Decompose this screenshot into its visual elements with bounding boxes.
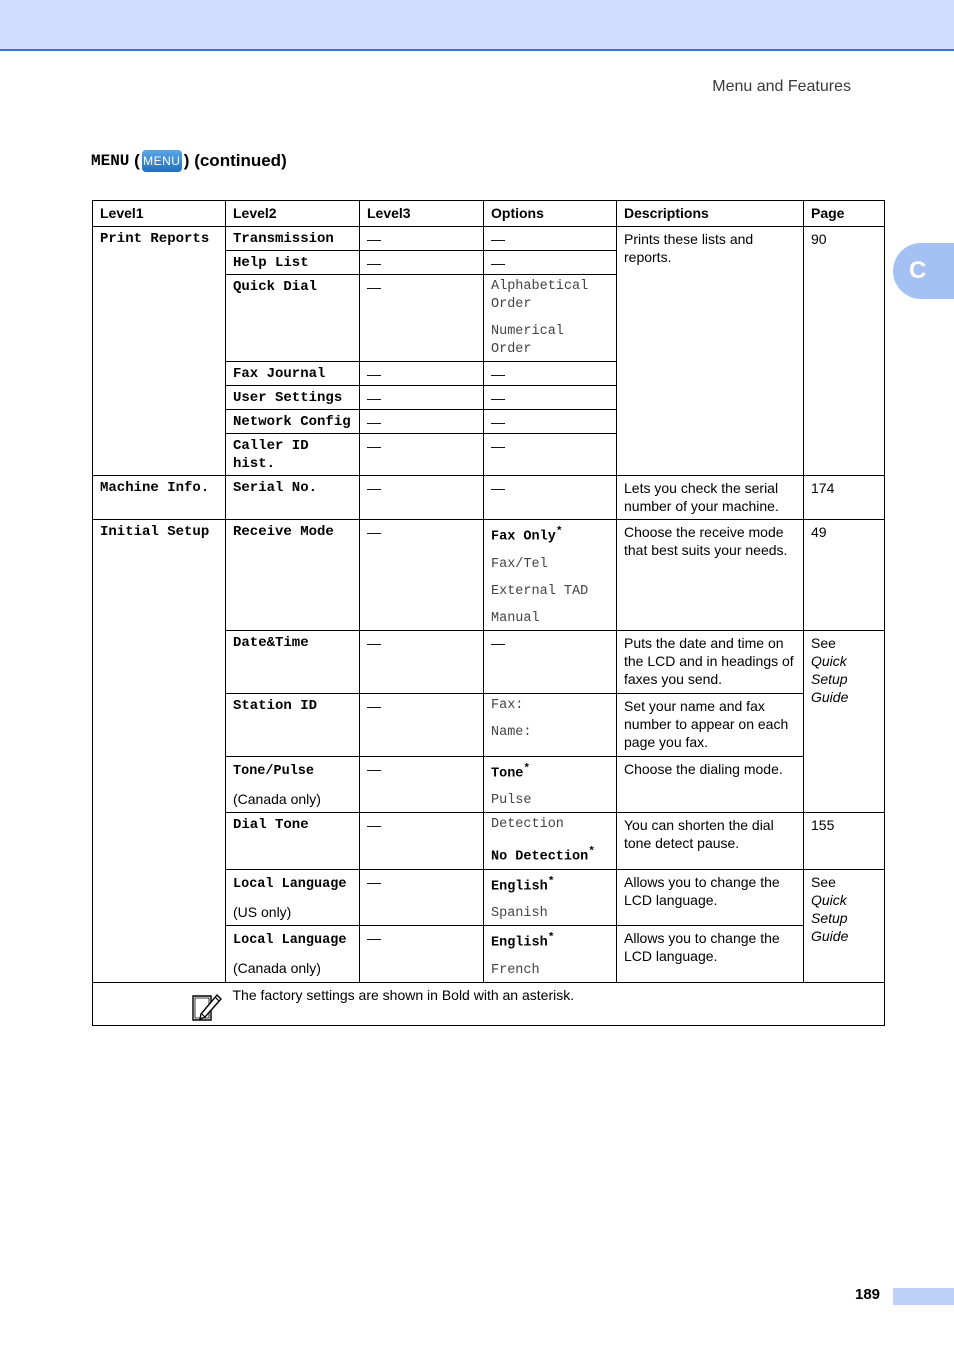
level3-cell: —	[360, 434, 484, 476]
level2-note: (Canada only)	[233, 790, 321, 807]
options-cell	[484, 275, 617, 362]
chapter-tab: C	[893, 243, 954, 299]
description-cell: Choose the dialing mode.	[617, 756, 804, 813]
description-cell: Choose the receive mode that best suits your needs.	[617, 520, 804, 631]
options-cell: —	[484, 386, 617, 410]
level3-cell: —	[360, 693, 484, 756]
note-pencil-icon	[190, 990, 222, 1022]
options-cell: —	[484, 434, 617, 476]
level3-cell: —	[360, 410, 484, 434]
level2-cell: Transmission	[226, 227, 360, 251]
level2-cell	[226, 756, 360, 813]
page-see: See	[811, 873, 836, 890]
default-marker: *	[547, 875, 555, 888]
menu-table	[92, 200, 885, 1026]
option-default	[491, 873, 610, 897]
header-page: Page	[804, 201, 885, 227]
option-value: Fax Only	[491, 529, 556, 545]
options-cell: —	[484, 251, 617, 275]
level3-cell: —	[360, 756, 484, 813]
level2-value: Local Language	[233, 876, 347, 892]
description-cell: Allows you to change the LCD language.	[617, 869, 804, 926]
level3-cell: —	[360, 251, 484, 275]
level2-cell: Network Config	[226, 410, 360, 434]
options-cell: —	[484, 476, 617, 520]
level3-cell: —	[360, 227, 484, 251]
open-paren: (	[129, 151, 140, 170]
default-marker: *	[555, 526, 563, 538]
page-number: 189	[855, 1286, 881, 1303]
level2-cell	[226, 869, 360, 926]
option-value: No Detection	[491, 849, 589, 865]
table-row	[93, 520, 885, 631]
note-icon-cell	[93, 982, 226, 1025]
header-level3: Level3	[360, 201, 484, 227]
note-row	[93, 982, 885, 1025]
page-cell: 155	[804, 813, 885, 870]
option-value: English	[491, 879, 548, 894]
options-cell	[484, 520, 617, 631]
option-value: Fax:	[491, 697, 524, 713]
table-row	[93, 476, 885, 520]
page-see: See	[811, 634, 836, 651]
level3-cell: —	[360, 386, 484, 410]
option-default	[491, 929, 610, 953]
options-cell	[484, 756, 617, 813]
table-row	[93, 227, 885, 251]
level3-cell: —	[360, 476, 484, 520]
menu-key-icon: MENU	[142, 150, 182, 172]
level2-cell: Receive Mode	[226, 520, 360, 631]
header-level2: Level2	[226, 201, 360, 227]
default-marker: *	[547, 932, 555, 944]
option-value: Detection	[491, 817, 564, 832]
options-cell	[484, 869, 617, 926]
level3-cell: —	[360, 630, 484, 693]
description-cell: You can shorten the dial tone detect pause.	[617, 813, 804, 870]
options-cell: —	[484, 410, 617, 434]
option-value: Spanish	[491, 906, 548, 921]
level2-cell: Help List	[226, 251, 360, 275]
page-cell	[804, 869, 885, 982]
default-marker: *	[523, 762, 531, 775]
level2-cell: Fax Journal	[226, 362, 360, 386]
page-cell: 90	[804, 227, 885, 476]
options-cell	[484, 813, 617, 870]
level3-cell: —	[360, 869, 484, 926]
option-value: Alphabetical Order	[491, 279, 589, 312]
level2-value: Local Language	[233, 933, 347, 948]
header-level1: Level1	[93, 201, 226, 227]
level2-cell: Caller ID hist.	[226, 434, 360, 476]
option-value: Name:	[491, 724, 532, 740]
level3-cell: —	[360, 926, 484, 983]
level2-cell: Station ID	[226, 693, 360, 756]
option-value: External TAD	[491, 583, 589, 599]
continued-label: (continued)	[194, 151, 287, 170]
level1-print-reports: Print Reports	[93, 227, 226, 476]
options-cell: —	[484, 227, 617, 251]
option-value: French	[491, 962, 540, 978]
options-cell: —	[484, 362, 617, 386]
options-cell	[484, 926, 617, 983]
default-marker: *	[588, 846, 595, 858]
page-guide-ref: Quick Setup Guide	[811, 652, 849, 705]
description-cell: Allows you to change the LCD language.	[617, 926, 804, 983]
option-default	[491, 760, 610, 784]
top-band	[0, 0, 954, 51]
option-value: Fax/Tel	[491, 556, 548, 572]
options-cell	[484, 693, 617, 756]
page-band	[893, 1288, 954, 1305]
page-cell	[804, 630, 885, 813]
option-value: Numerical Order	[491, 324, 564, 357]
page-cell: 174	[804, 476, 885, 520]
level2-cell	[226, 926, 360, 983]
level2-note: (US only)	[233, 903, 292, 920]
description-cell: Puts the date and time on the LCD and in headings of faxes you send.	[617, 630, 804, 693]
options-cell: —	[484, 630, 617, 693]
option-default	[491, 843, 610, 867]
level1-machine-info: Machine Info.	[93, 476, 226, 520]
level3-cell: —	[360, 520, 484, 631]
running-header: Menu and Features	[712, 78, 851, 95]
option-default	[491, 523, 610, 547]
level2-cell: User Settings	[226, 386, 360, 410]
level1-initial-setup: Initial Setup	[93, 520, 226, 983]
description-cell: Set your name and fax number to appear on each page you fax.	[617, 693, 804, 756]
header-options: Options	[484, 201, 617, 227]
level2-note: (Canada only)	[233, 960, 321, 976]
close-paren: )	[183, 151, 195, 170]
level3-cell: —	[360, 362, 484, 386]
level2-cell: Quick Dial	[226, 275, 360, 362]
note-text: The factory settings are shown in Bold with an asterisk.	[226, 982, 885, 1025]
option-value: Pulse	[491, 793, 532, 808]
table-header-row	[93, 201, 885, 227]
level2-cell: Dial Tone	[226, 813, 360, 870]
section-title	[91, 150, 287, 172]
description-cell: Prints these lists and reports.	[617, 227, 804, 476]
level2-value: Tone/Pulse	[233, 763, 315, 779]
page-cell: 49	[804, 520, 885, 631]
header-descriptions: Descriptions	[617, 201, 804, 227]
page-guide-ref: Quick Setup Guide	[811, 891, 849, 944]
level2-cell: Date&Time	[226, 630, 360, 693]
level3-cell: —	[360, 275, 484, 362]
option-value: English	[491, 935, 548, 951]
option-value: Tone	[491, 766, 524, 781]
level3-cell: —	[360, 813, 484, 870]
option-value: Manual	[491, 610, 540, 626]
description-cell: Lets you check the serial number of your machine.	[617, 476, 804, 520]
level2-cell: Serial No.	[226, 476, 360, 520]
menu-word: MENU	[91, 152, 130, 170]
